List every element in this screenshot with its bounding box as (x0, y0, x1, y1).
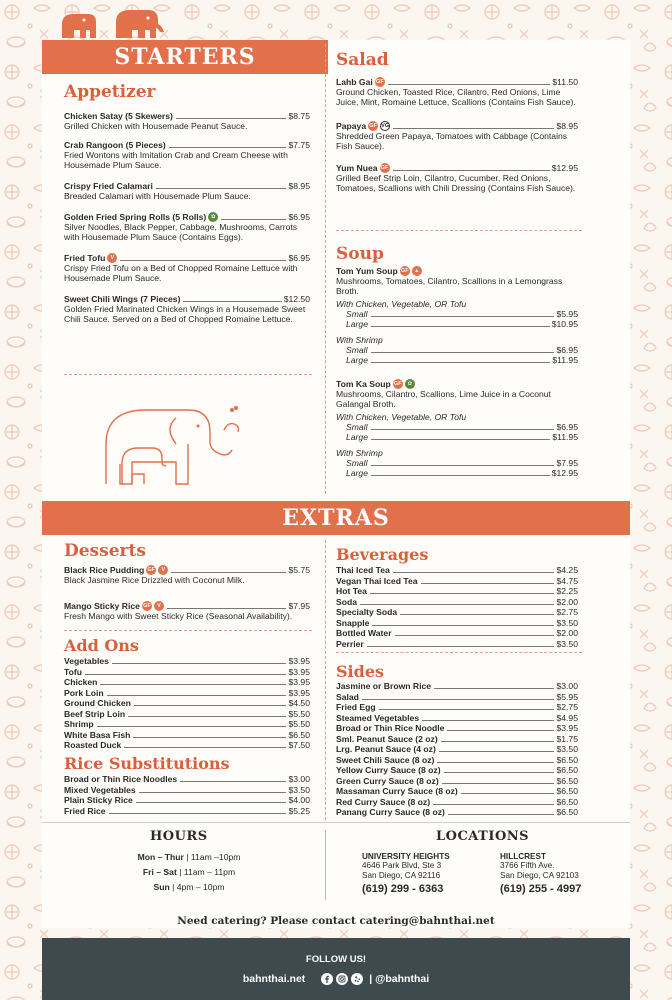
column-divider (325, 830, 326, 900)
menu-item (336, 744, 578, 754)
location-name: UNIVERSITY HEIGHTS (362, 852, 450, 861)
starters-banner: STARTERS (42, 40, 328, 74)
item-name: Yellow Curry Sauce (8 oz) (336, 765, 441, 775)
locations-heading: LOCATIONS (436, 829, 530, 844)
item-price: $8.95 (288, 181, 310, 191)
item-price: $7.75 (288, 140, 310, 150)
soup-item (336, 379, 578, 478)
menu-item (64, 740, 310, 750)
item-name: Salad (336, 691, 359, 702)
location-hillcrest (500, 852, 620, 895)
item-price: $6.95 (556, 422, 578, 432)
website-link[interactable]: bahnthai.net (242, 973, 306, 985)
leaf-icon: ✿ (405, 379, 415, 389)
location-address: 4646 Park Blvd, Ste 3 (362, 861, 442, 870)
menu-item (336, 628, 578, 638)
item-price: $2.00 (556, 596, 578, 607)
menu-item (336, 618, 578, 628)
beverages-heading: Beverages (336, 545, 429, 564)
menu-item (336, 734, 578, 744)
menu-item (336, 765, 578, 775)
menu-item (336, 755, 578, 765)
item-desc: Fresh Mango with Sweet Sticky Rice (Seasonal Availability). (64, 611, 293, 621)
divider (336, 652, 582, 653)
menu-item (336, 607, 578, 617)
item-price: $7.50 (288, 740, 310, 750)
location-address: 3766 Fifth Ave. (500, 861, 555, 870)
item-name: Ground Chicken (64, 698, 131, 708)
item-name: Broad or Thin Rice Noodles (64, 774, 178, 784)
item-price: $8.75 (288, 111, 310, 121)
item-price: $6.50 (556, 796, 578, 807)
size-small-label: Small (346, 309, 368, 319)
menu-item (64, 677, 310, 687)
item-price: $3.95 (288, 666, 310, 677)
catering-note[interactable]: Need catering? Please contact catering@bahnthai.net (177, 915, 495, 927)
menu-item (336, 597, 578, 607)
gluten-free-badge: GF (147, 567, 156, 573)
item-desc: Breaded Calamari with Housemade Plum Sauce. (64, 191, 251, 201)
rice-substitutions-heading: Rice Substitutions (64, 754, 230, 773)
item-price: $6.50 (556, 775, 578, 786)
item-price: $6.50 (556, 754, 578, 765)
item-name: Panang Curry Sauce (8 oz) (336, 807, 445, 817)
gluten-free-badge: GF (369, 123, 377, 129)
item-name: Crab Rangoon (5 Pieces) (64, 140, 166, 150)
item-price: $1.75 (556, 733, 578, 744)
item-name: Papaya (336, 121, 367, 131)
item-price: $2.25 (556, 586, 578, 596)
item-price: $12.50 (283, 294, 310, 304)
divider (336, 230, 582, 231)
desserts-heading: Desserts (64, 541, 146, 561)
item-name: Fried Egg (336, 702, 376, 712)
item-name: Broad or Thin Rice Noodle (336, 723, 445, 733)
item-name: Perrier (336, 638, 364, 649)
vegetarian-badge: V (154, 601, 164, 611)
addons-heading: Add Ons (64, 636, 139, 655)
location-name: HILLCREST (500, 852, 546, 861)
menu-item (64, 730, 310, 740)
item-name: Soda (336, 596, 358, 607)
item-desc: Black Jasmine Rice Drizzled with Coconut Milk. (64, 575, 245, 585)
item-desc: Mushrooms, Cilantro, Scallions, Lime Juice in a Coconut Galangal Broth. (336, 389, 551, 409)
item-desc: Grilled Beef Strip Loin, Cilantro, Cucumber, Red Onions, Tomatoes, Scallions with Chili Dressing (Contains Fish Sauce). (336, 173, 576, 193)
menu-item (64, 601, 310, 621)
spicy-icon: ▲ (412, 266, 422, 276)
item-name: Green Curry Sauce (8 oz) (336, 775, 439, 786)
item-price: $11.95 (552, 432, 578, 442)
item-name: Vegan Thai Iced Tea (336, 575, 418, 586)
item-price: $5.50 (288, 719, 310, 729)
size-large-label: Large (346, 355, 368, 365)
menu-item (336, 565, 578, 575)
location-university-heights (362, 852, 492, 895)
gluten-free-badge: GF (380, 165, 389, 171)
yelp-icon[interactable] (351, 973, 363, 985)
item-price: $3.95 (556, 723, 578, 733)
elephant-illustration (100, 396, 250, 488)
hours-row: Mon – Thur | 11am –10pm (137, 852, 241, 862)
item-price: $4.50 (288, 698, 310, 708)
appetizer-heading: Appetizer (64, 82, 156, 102)
item-price: $2.75 (556, 702, 578, 712)
item-name: Tofu (64, 666, 82, 677)
menu-item (336, 77, 578, 107)
menu-item (336, 681, 578, 691)
item-price: $2.00 (556, 628, 578, 638)
gluten-free-badge: GF (400, 268, 409, 274)
item-name: Sweet Chili Wings (7 Pieces) (64, 294, 181, 304)
item-name: Specialty Soda (336, 607, 398, 617)
item-name: Mango Sticky Rice (64, 601, 140, 611)
menu-item (336, 776, 578, 786)
item-desc: Shredded Green Papaya, Tomatoes with Cabbage (Contains Fish Sauce). (336, 131, 568, 151)
rice-substitutions-list (64, 774, 310, 816)
hours-list (64, 852, 314, 897)
top-elephants-icon (60, 8, 170, 40)
menu-item (64, 667, 310, 677)
item-price: $6.50 (556, 807, 578, 817)
item-price: $11.50 (552, 77, 578, 87)
hours-heading: HOURS (150, 829, 208, 844)
item-desc: Mushrooms, Tomatoes, Cilantro, Scallions in a Lemongrass Broth. (336, 276, 563, 296)
item-name: Lahb Gai (336, 77, 373, 87)
menu-item (64, 795, 310, 805)
item-name: Pork Loin (64, 687, 104, 698)
size-large-label: Large (346, 468, 368, 478)
salad-list (336, 77, 578, 202)
menu-item (64, 785, 310, 795)
option-label: With Shrimp (336, 335, 383, 345)
location-city: San Diego, CA 92103 (500, 871, 579, 880)
item-price: $4.75 (556, 575, 578, 586)
vegan-badge: VG (381, 123, 390, 129)
option-label: With Chicken, Vegetable, OR Tofu (336, 299, 467, 309)
menu-item (64, 656, 310, 666)
social-handle[interactable]: | @bahnthai (369, 973, 430, 985)
item-name: Plain Sticky Rice (64, 795, 133, 805)
item-price: $12.95 (551, 163, 578, 173)
item-price: $5.95 (556, 309, 578, 319)
soup-list (336, 266, 578, 487)
item-price: $7.95 (556, 458, 578, 468)
item-price: $5.25 (288, 805, 310, 816)
menu-item (336, 163, 578, 193)
menu-item (64, 111, 310, 131)
item-name: Yum Nuea (336, 163, 378, 173)
item-name: Thai Iced Tea (336, 565, 390, 575)
item-price: $6.95 (288, 212, 310, 222)
item-price: $5.50 (288, 708, 310, 719)
item-desc: Crispy Fried Tofu on a Bed of Chopped Romaine Lettuce with Housemade Plum Sauce. (64, 263, 298, 283)
option-label: With Shrimp (336, 448, 383, 458)
item-name: Tom Ka Soup (336, 379, 391, 389)
item-price: $8.95 (556, 121, 578, 131)
addons-list (64, 656, 310, 751)
item-name: Shrimp (64, 719, 94, 729)
menu-item (64, 709, 310, 719)
menu-item (336, 586, 578, 596)
size-small-label: Small (346, 458, 368, 468)
menu-item (336, 786, 578, 796)
item-price: $6.95 (556, 345, 578, 355)
item-name: Tom Yum Soup (336, 266, 398, 276)
item-name: Sweet Chili Sauce (8 oz) (336, 754, 435, 765)
gluten-free-badge: GF (393, 381, 402, 387)
menu-item (336, 723, 578, 733)
item-name: Beef Strip Loin (64, 708, 126, 719)
item-name: Sml. Peanut Sauce (2 oz) (336, 733, 438, 744)
item-price: $10.95 (551, 319, 578, 329)
item-price: $3.50 (288, 784, 310, 795)
item-name: Chicken Satay (5 Skewers) (64, 111, 173, 121)
location-city: San Diego, CA 92116 (362, 871, 441, 880)
size-large-label: Large (346, 319, 368, 329)
menu-item (64, 140, 310, 170)
gluten-free-badge: GF (375, 79, 384, 85)
item-price: $4.00 (288, 795, 310, 805)
item-price: $3.95 (288, 656, 310, 666)
gluten-free-badge: GF (143, 603, 151, 609)
menu-item (64, 253, 310, 283)
item-price: $7.95 (288, 601, 310, 611)
menu-item (64, 698, 310, 708)
item-name: Steamed Vegetables (336, 712, 420, 723)
item-name: Black Rice Pudding (64, 565, 145, 575)
item-desc: Fried Wontons with Imitation Crab and Cream Cheese with Housemade Plum Sauce. (64, 150, 288, 170)
item-price: $3.00 (288, 774, 310, 784)
soup-heading: Soup (336, 244, 384, 264)
item-name: Massaman Curry Sauce (8 oz) (336, 786, 458, 796)
item-price: $3.95 (288, 677, 310, 687)
facebook-icon[interactable] (321, 973, 333, 985)
menu-item (64, 774, 310, 784)
size-large-label: Large (346, 432, 368, 442)
item-price: $2.75 (556, 607, 578, 617)
menu-item (336, 797, 578, 807)
menu-item (64, 294, 310, 324)
item-price: $4.95 (556, 712, 578, 723)
option-label: With Chicken, Vegetable, OR Tofu (336, 412, 467, 422)
vegetarian-badge: V (107, 253, 117, 263)
item-name: Roasted Duck (64, 740, 122, 750)
menu-item (336, 121, 578, 151)
item-price: $5.95 (556, 691, 578, 702)
appetizer-list (64, 111, 310, 333)
size-small-label: Small (346, 345, 368, 355)
item-desc: Silver Noodles, Black Pepper, Cabbage, Mushrooms, Carrots with Housemade Plum Sauce (Contains Eggs). (64, 222, 298, 242)
item-name: Chicken (64, 677, 98, 687)
item-price: $3.95 (288, 687, 310, 698)
menu-item (64, 806, 310, 816)
item-name: Bottled Water (336, 628, 392, 638)
menu-item (336, 702, 578, 712)
item-price: $5.75 (288, 565, 310, 575)
item-name: Mixed Vegetables (64, 784, 136, 795)
leaf-icon: ✿ (208, 212, 218, 222)
item-name: Snapple (336, 617, 370, 628)
vegetarian-badge: V (158, 565, 168, 575)
sides-list (336, 681, 578, 818)
divider (42, 822, 630, 823)
instagram-icon[interactable] (336, 973, 348, 985)
item-desc: Grilled Chicken with Housemade Peanut Sauce. (64, 121, 248, 131)
menu-item (336, 713, 578, 723)
divider (64, 630, 312, 631)
item-price: $6.50 (556, 765, 578, 775)
item-name: Hot Tea (336, 586, 367, 596)
item-name: Jasmine or Brown Rice (336, 681, 432, 691)
menu-item (336, 576, 578, 586)
item-price: $6.50 (288, 729, 310, 740)
desserts-list (64, 565, 310, 630)
item-name: White Basa Fish (64, 729, 131, 740)
item-price: $6.50 (556, 786, 578, 796)
item-name: Fried Tofu (64, 253, 106, 263)
menu-item (64, 181, 310, 201)
item-price: $3.50 (556, 617, 578, 628)
location-phone[interactable]: (619) 255 - 4997 (500, 883, 582, 895)
menu-item (64, 719, 310, 729)
item-desc: Ground Chicken, Toasted Rice, Cilantro, Red Onions, Lime Juice, Mint, Romaine Lettuce, Scallions (Contains Fish Sauce). (336, 87, 576, 107)
column-divider (325, 540, 326, 820)
extras-banner: EXTRAS (42, 501, 630, 535)
item-name: Fried Rice (64, 805, 106, 816)
location-phone[interactable]: (619) 299 - 6363 (362, 883, 444, 895)
hours-row: Sun | 4pm – 10pm (153, 882, 225, 892)
item-price: $12.95 (551, 468, 578, 478)
item-name: Vegetables (64, 656, 109, 666)
hours-row: Fri – Sat | 11am – 11pm (142, 867, 236, 877)
sides-heading: Sides (336, 662, 385, 681)
item-price: $4.25 (556, 565, 578, 575)
item-price: $6.95 (288, 253, 310, 263)
follow-us-label: FOLLOW US! (305, 954, 367, 965)
beverages-list (336, 565, 578, 649)
item-price: $3.50 (556, 744, 578, 754)
item-price: $11.95 (552, 355, 578, 365)
soup-item (336, 266, 578, 365)
salad-heading: Salad (336, 50, 389, 70)
item-name: Lrg. Peanut Sauce (4 oz) (336, 744, 436, 754)
item-name: Golden Fried Spring Rolls (5 Rolls) (64, 212, 207, 222)
menu-item (336, 807, 578, 817)
menu-item (64, 565, 310, 585)
size-small-label: Small (346, 422, 368, 432)
item-name: Crispy Fried Calamari (64, 181, 153, 191)
footer (42, 938, 630, 1000)
menu-item (336, 692, 578, 702)
item-name: Red Curry Sauce (8 oz) (336, 796, 431, 807)
item-price: $3.00 (556, 681, 578, 691)
menu-item (64, 688, 310, 698)
menu-item (64, 212, 310, 242)
divider (64, 374, 312, 375)
menu-item (336, 639, 578, 649)
column-divider (325, 44, 326, 494)
item-price: $3.50 (556, 638, 578, 649)
item-desc: Golden Fried Marinated Chicken Wings in a Housemade Sweet Chili Sauce. Served on a Bed of Chopped Romaine Lettuce. (64, 304, 306, 324)
